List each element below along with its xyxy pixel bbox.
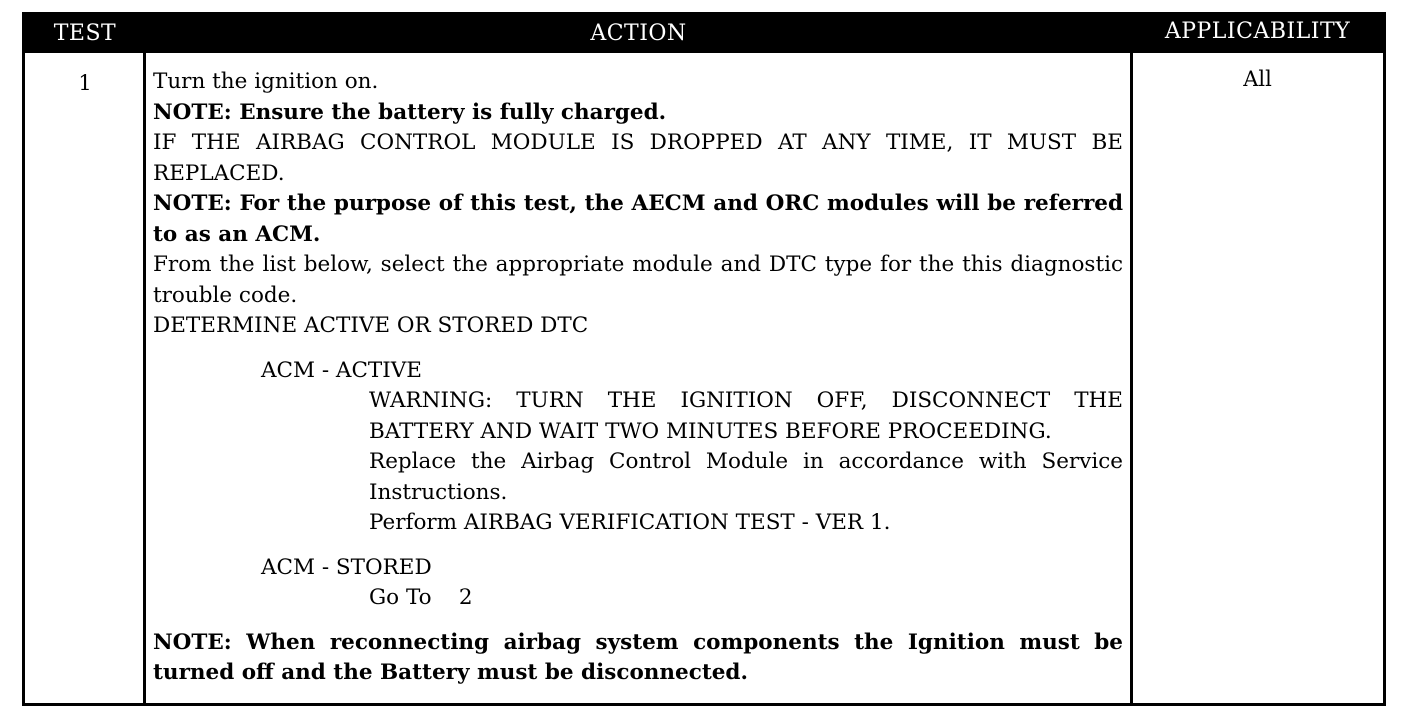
goto-text: Go To 2 xyxy=(369,585,473,610)
replace-text: Replace the Airbag Control Module in accordance with Service Instructions. xyxy=(369,449,1123,505)
perform-text: Perform AIRBAG VERIFICATION TEST - VER 1. xyxy=(369,510,891,535)
instruction-text: From the list below, select the appropriate module and DTC type for the this diagnostic trouble code. xyxy=(153,252,1123,308)
test-number: 1 xyxy=(78,71,92,95)
header-action: ACTION xyxy=(590,21,687,46)
warning-text: WARNING: TURN THE IGNITION OFF, DISCONNECT THE BATTERY AND WAIT TWO MINUTES BEFORE PROCEEDING. xyxy=(369,388,1123,444)
determine-text: DETERMINE ACTIVE OR STORED DTC xyxy=(153,313,589,338)
note-text: NOTE: When reconnecting airbag system components the Ignition must be turned off and the Battery must be disconnected. xyxy=(153,629,1123,685)
note-text: NOTE: Ensure the battery is fully charged. xyxy=(153,99,667,125)
header-test: TEST xyxy=(53,21,117,46)
action-cell xyxy=(153,67,1123,689)
column-divider xyxy=(143,53,146,703)
note-text: NOTE: For the purpose of this test, the AECM and ORC modules will be referred to as an ACM. xyxy=(153,191,1123,247)
column-divider xyxy=(1130,53,1133,703)
acm-stored-label: ACM - STORED xyxy=(261,554,432,580)
applicability-value: All xyxy=(1243,67,1272,91)
table-header xyxy=(25,15,1383,53)
acm-active-label: ACM - ACTIVE xyxy=(261,357,422,383)
header-applicability: APPLICABILITY xyxy=(1164,19,1351,44)
caution-text: IF THE AIRBAG CONTROL MODULE IS DROPPED AT ANY TIME, IT MUST BE REPLACED. xyxy=(153,130,1123,186)
step-text: Turn the ignition on. xyxy=(153,69,379,94)
diagnostic-test-table xyxy=(22,12,1386,706)
